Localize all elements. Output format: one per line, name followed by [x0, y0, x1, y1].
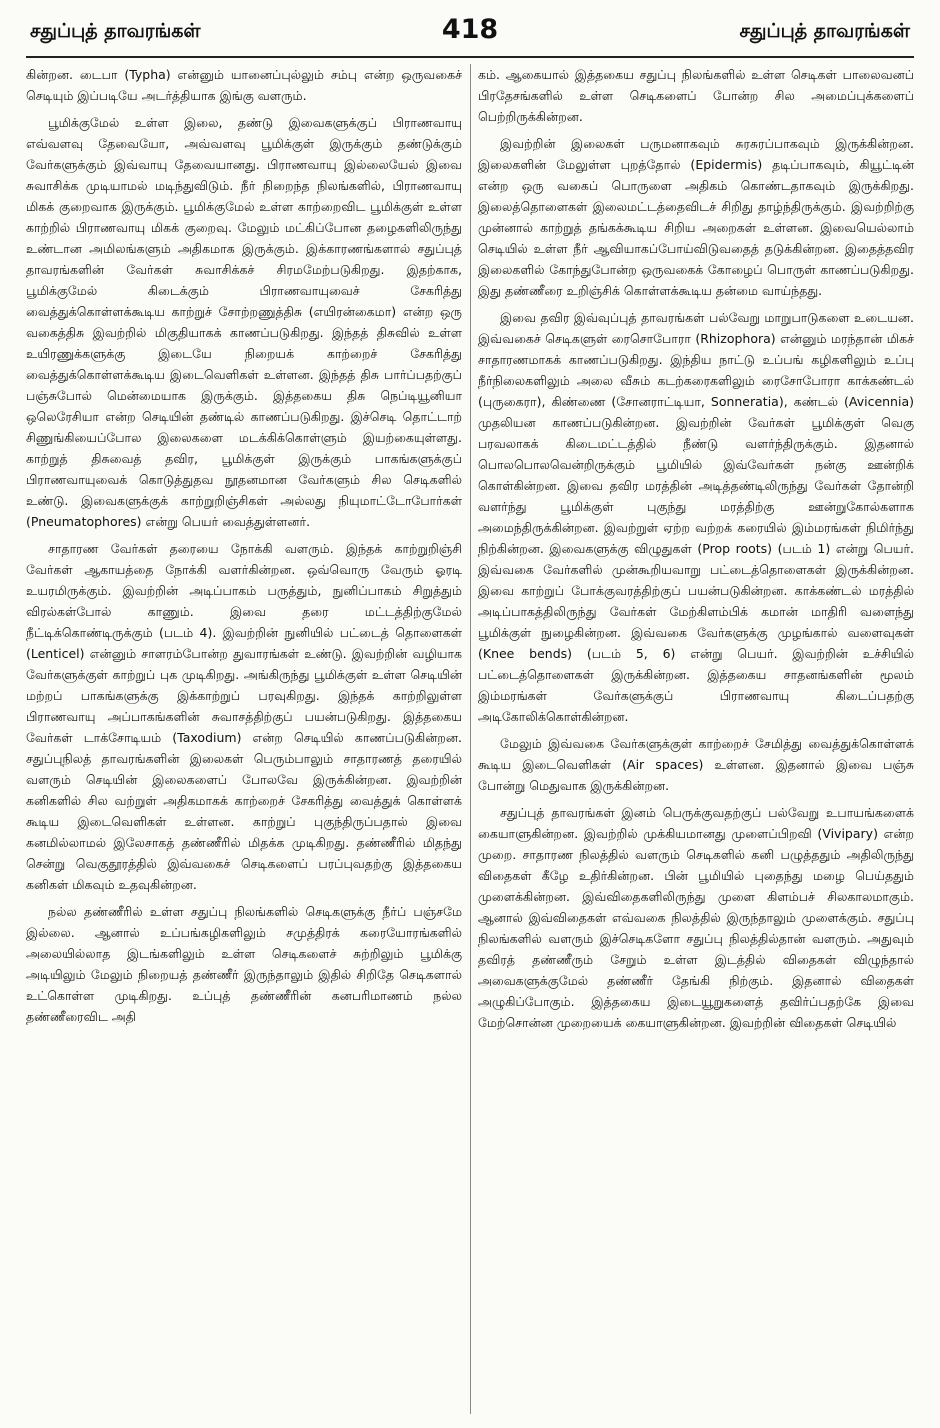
paragraph: இவற்றின் இலைகள் பருமனாகவும் சுரசுரப்பாகவும் இருக்கின்றன. இலைகளின் மேலுள்ள புறத்தோல் (Epidermis) தடிப்பாகவும், கியூட்டின் என்ற ஒரு வகைப் பொருளை அதிகம் கொண்டதாகவும் இருக்கிறது. இலைத்தொளைகள் இலைமட்டத்தைவிடச் சிறிது தாழ்ந்திருக்கும். இவற்றிற்கு முன்னால் காற்றுத் தங்கக்கூடிய சிறிய அறைகள் உள்ளன. இவையெல்லாம் செடியில் உள்ள நீர் ஆவியாகப்போய்விடுவதைத் தடுக்கின்றன. இதைத்தவிர இலைகளில் கோந்துபோன்ற ஒருவகைக் கோழைப் பொருள் காணப்படுகிறது. இது தண்ணீரை உறிஞ்சிக் கொள்ளக்கூடிய தன்மை வாய்ந்தது. [478, 136, 914, 298]
column-divider [470, 64, 471, 1414]
paragraph: மேலும் இவ்வகை வேர்களுக்குள் காற்றைச் சேமித்து வைத்துக்கொள்ளக் கூடிய இடைவெளிகள் (Air spaces) உள்ளன. இதனால் இவை பஞ்சு போன்று மெதுவாக இருக்கின்றன. [478, 736, 914, 793]
running-title-right: சதுப்புத் தாவரங்கள் [739, 20, 910, 42]
paragraph: சதுப்புத் தாவரங்கள் இனம் பெருக்குவதற்குப் பல்வேறு உபாயங்களைக் கையாளுகின்றன. இவற்றில் முக்கியமானது முளைப்பிறவி (Vivipary) என்ற முறை. சாதாரண நிலத்தில் வளரும் செடிகளில் கனி பழுத்ததும் அதிலிருந்து விதைகள் கீழே உதிர்கின்றன. பின் பூமியில் புதைந்து மழை பெய்ததும் முளைக்கின்றன. இவ்விதைகளிலிருந்து முளை கிளம்பச் சிலகாலமாகும். ஆனால் இவ்விதைகள் எவ்வகை நிலத்தில் இருந்தாலும் முளைக்கும். சதுப்பு நிலங்களில் வளரும் இச்செடிகளோ சதுப்பு நிலத்தில்தான் வளரும். அதுவும் தவிரத் தண்ணீரும் சேறும் உள்ள இடத்தில் விதைகள் விழுந்தால் அவைகளுக்குமேல் தண்ணீர் தேங்கி நிற்கும். இதனால் விதைகள் அழுகிப்போகும். இத்தகைய இடையூறுகளைத் தவிர்ப்பதற்கே இவை மேற்சொன்ன முறையைக் கையாளுகின்றன. இவற்றின் விதைகள் செடியில் [478, 805, 914, 1030]
paragraph: இவை தவிர இவ்வுப்புத் தாவரங்கள் பல்வேறு மாறுபாடுகளை உடையன. இவ்வகைச் செடிகளுள் ரைசொபோரா (Rhizophora) என்னும் மரந்தான் மிகச் சாதாரணமாகக் காணப்படுகிறது. இந்திய நாட்டு உப்பங் கழிகளிலும் உப்பு நீர்நிலைகளிலும் அலை வீசும் கடற்கரைகளிலும் ரைசோபோரா காக்கண்டல் (புருகைரா), கிண்ணை (சோனராட்டியா, Sonneratia), கண்டல் (Avicennia) முதலியன காணப்படுகின்றன. இவற்றின் வேர்கள் பூமிக்குள் வெகு பரவலாகக் கிடைமட்டத்தில் நீண்டு வளர்ந்திருக்கும். இதனால் பொலபொலவென்றிருக்கும் பூமியில் இவ்வேர்கள் நன்கு ஊன்றிக் கொள்கின்றன. இவை தவிர மரத்தின் அடித்தண்டிலிருந்து வேர்கள் தோன்றி வளர்ந்து பூமிக்குள் புகுந்து மரத்திற்கு ஊன்றுகோல்களாக அமைந்திருக்கின்றன. இவற்றுள் ஏற்ற வற்றக் கரையில் இம்மரங்கள் நிமிர்ந்து நிற்கின்றன. இவைகளுக்கு விழுதுகள் (Prop roots) (படம் 1) என்று பெயர். இவ்வகை வேர்களில் முன்கூறியவாறு பட்டைத்தொளைகள் இருக்கின்றன. இவை காற்றுப் போக்குவரத்திற்குப் பயன்படுகின்றன. காக்கண்டல் மரத்தில் அடிப்பாகத்திலிருந்து வேர்கள் மேற்கிளம்பிக் கமான் மாதிரி வளைந்து பூமிக்குள் நுழைகின்றன. இவ்வகை வேர்களுக்கு முழங்கால் வளைவுகள் (Knee bends) (படம் 5, 6) என்று பெயர். இவற்றின் உச்சியில் பட்டைத்தொளைகள் இருக்கின்றன. இத்தகைய சாதனங்களின் மூலம் இம்மரங்கள் வேர்களுக்குப் பிராணவாயு கிடைப்பதற்கு அடிகோலிக்கொள்கின்றன. [478, 310, 914, 724]
page-number: 418 [441, 14, 499, 45]
paragraph: நல்ல தண்ணீரில் உள்ள சதுப்பு நிலங்களில் செடிகளுக்கு நீர்ப் பஞ்சமே இல்லை. ஆனால் உப்பங்கழிகளிலும் சமுத்திரக் கரையோரங்களில் அலையில்லாத இடங்களிலும் உள்ள செடிகளைச் சுற்றிலும் பூமிக்கு அடியிலும் மேலும் நிறையத் தண்ணீர் இருந்தாலும் இதில் சிறிதே செடிகளால் உட்கொள்ள முடிகிறது. உப்புத் தண்ணீரின் கனபரிமாணம் நல்ல தண்ணீரைவிட அதி [26, 904, 462, 1024]
right-column [478, 64, 914, 1424]
running-title-left: சதுப்புத் தாவரங்கள் [30, 20, 201, 42]
two-column-body [26, 64, 914, 1424]
page-header [26, 14, 914, 58]
paragraph: கின்றன. டைபா (Typha) என்னும் யானைப்புல்லும் சம்பு என்ற ஒருவகைச் செடியும் இப்படியே அடர்த்தியாக இங்கு வளரும். [26, 67, 462, 103]
paragraph: சாதாரண வேர்கள் தரையை நோக்கி வளரும். இந்தக் காற்றுறிஞ்சி வேர்கள் ஆகாயத்தை நோக்கி வளர்கின்றன. ஒவ்வொரு வேரும் ஓரடி உயரமிருக்கும். இவற்றின் அடிப்பாகம் பருத்தும், நுனிப்பாகம் சிறுத்தும் விரல்கள்போல் காணும். இவை தரை மட்டத்திற்குமேல் நீட்டிக்கொண்டிருக்கும் (படம் 4). இவற்றின் நுனியில் பட்டைத் தொளைகள் (Lenticel) என்னும் சாளரம்போன்ற துவாரங்கள் உண்டு. இவற்றின் வழியாக வேர்களுக்குள் காற்றுப் புக முடிகிறது. அங்கிருந்து பூமிக்குள் உள்ள செடியின் மற்றப் பாகங்களுக்கு இக்காற்றுப் பரவுகிறது. இந்தக் காற்றிலுள்ள பிராணவாயு அப்பாகங்களின் சுவாசத்திற்குப் பயன்படுகிறது. இத்தகைய வேர்கள் டாக்சோடியம் (Taxodium) என்ற செடியில் காணப்படுகின்றன. சதுப்புநிலத் தாவரங்களின் இலைகள் பெரும்பாலும் சாதாரணத் தரையில் வளரும் செடியின் இலைகளைப் போலவே இருக்கின்றன. இவற்றின் கனிகளில் சில வற்றுள் அதிகமாகக் காற்றைச் சேகரித்து வைத்துக் கொள்ளக் கூடிய இடைவெளிகள் உள்ளன. காற்றுப் புகுந்திருப்பதால் இவை கனமில்லாமல் இலேசாகத் தண்ணீரில் மிதக்க முடிகிறது. தண்ணீரில் மிதந்து சென்று வெகுதூரத்தில் இவ்வகைச் செடிகளைப் பரப்புவதற்கு இத்தகைய கனிகள் மிகவும் உதவுகின்றன. [26, 541, 462, 892]
paragraph: கம். ஆகையால் இத்தகைய சதுப்பு நிலங்களில் உள்ள செடிகள் பாலைவனப் பிரதேசங்களில் உள்ள செடிகளைப் போன்ற சில அமைப்புக்களைப் பெற்றிருக்கின்றன. [478, 67, 914, 124]
left-column [26, 64, 462, 1424]
paragraph: பூமிக்குமேல் உள்ள இலை, தண்டு இவைகளுக்குப் பிராணவாயு எவ்வளவு தேவையோ, அவ்வளவு பூமிக்குள் இருக்கும் தண்டுக்கும் வேர்களுக்கும் இவ்வாயு தேவையானது. பிராணவாயு இல்லையேல் இவை சுவாசிக்க முடியாமல் மடிந்துவிடும். நீர் நிறைந்த நிலங்களில், பிராணவாயு மிகக் குறைவாக இருக்கும். பூமிக்குமேல் உள்ள காற்றைவிட பூமிக்குள் உள்ள காற்றில் பிராணவாயு மிகக் குறைவு. மேலும் மட்கிப்போன தழைகளிலிருந்து உண்டான அமிலங்களும் அதிகமாக இருக்கும். இக்காரணங்களால் சதுப்புத் தாவரங்களின் வேர்கள் சுவாசிக்கச் சிரமமேற்படுகிறது. இதற்காக, பூமிக்குமேல் கிடைக்கும் பிராணவாயுவைச் சேகரித்து வைத்துக்கொள்ளக்கூடிய காற்றுச் சோற்றணுத்திசு (எயிரன்கைமா) என்ற ஒரு வகைத்திசு இவற்றில் மிகுதியாகக் காணப்படுகிறது. இந்தத் திசுவில் உள்ள உயிரணுக்களுக்கு இடையே நிறையக் காற்றைச் சேகரித்து வைத்துக்கொள்ளக்கூடிய இடைவெளிகள் உள்ளன. இந்தத் திசு பார்ப்பதற்குப் பஞ்சுபோல் மென்மையாக இருக்கும். இத்தகைய திசு நெப்டியூனியா ஒலெரேசியா என்ற செடியின் தண்டில் காணப்படுகிறது. இச்செடி தொட்டாற் சிணுங்கியைப்போல இலைகளை மடக்கிக்கொள்ளும் இயற்கையுள்ளது. காற்றுத் திசுவைத் தவிர, பூமிக்குள் இருக்கும் பாகங்களுக்குப் பிராணவாயுவைக் கொடுத்துதவ நூதனமான வேர்களும் சில செடிகளில் உண்டு. இவைகளுக்குக் காற்றுறிஞ்சிகள் அல்லது நியுமாட்டோபோர்கள் (Pneumatophores) என்று பெயர் வைத்துள்ளனர். [26, 115, 462, 529]
